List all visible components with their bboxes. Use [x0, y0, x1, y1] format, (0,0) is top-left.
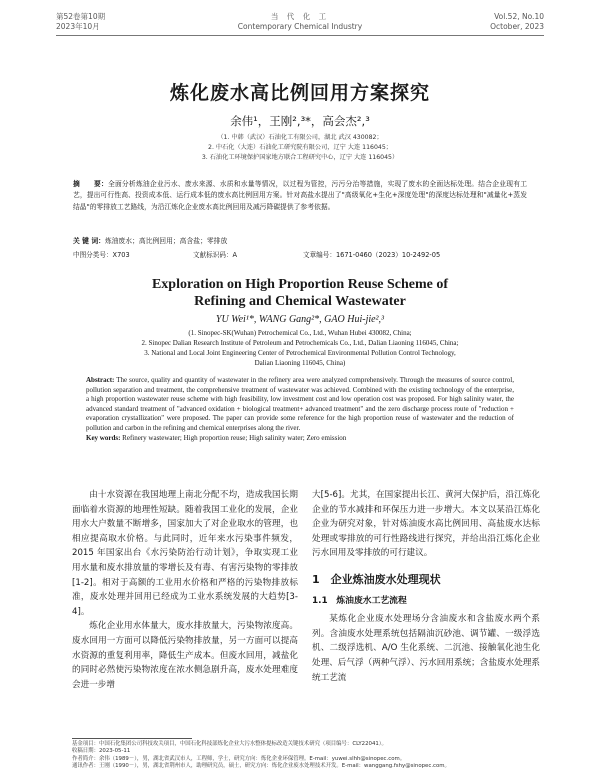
footnote-received: 收稿日期：2023-05-11 — [72, 748, 131, 755]
body-column-right — [312, 488, 540, 685]
footnote — [72, 741, 540, 771]
footnote-corresponding: 通讯作者：王刚（1990－），男，湖北省荆州市人，助理研究员，硕士，研究方向：炼化企业废水处理技术开发。E-mail：wanggang.fshy@sinopec.com。 — [72, 763, 450, 770]
header-volume-en: Vol.52, No.10 October, 2023 — [490, 12, 544, 31]
abstract-cn — [73, 179, 527, 213]
section-heading-1: 1 企业炼油废水处理现状 — [312, 572, 441, 586]
footnote-rule — [72, 738, 192, 739]
keywords-en-label: Key words: — [86, 434, 121, 442]
abstract-en-text: The source, quality and quantity of wastewater in the refinery area were analyzed comprehensively. Through the measures of source control, pollution separation and treatment, the comprehensive treatment of wastewater was achieved. Combined with the existing technology of the enterprise, a high proportion wastewater reuse scheme with high feasibility, low investment cost and low operation cost was proposed. For high salinity water, the advanced standard treatment of "advanced oxidation + biological treatment+ advanced treatment" and the zero discharge process route of "reduction + evaporation crystallization" were proposed. The paper can provide some reference for the high proportion reuse of wastewater and the reduction of pollution and carbon in the refining and chemical enterprises along the river. — [86, 376, 514, 432]
affiliation-en-3: 3. National and Local Joint Engineering Center of Petrochemical Environmental Pollution Control Technology, — [144, 349, 456, 357]
abstract-cn-label: 摘 要： — [73, 180, 108, 188]
authors-cn: 余伟¹，王刚²,³*，高会杰²,³ — [230, 114, 370, 128]
paper-title-en: Exploration on High Proportion Reuse Scheme of Refining and Chemical Wastewater — [151, 277, 449, 309]
running-header — [56, 12, 544, 34]
keywords-en-text: Refinery wastewater; High proportion reuse; High salinity water; Zero emission — [120, 434, 347, 442]
classification-cn — [73, 249, 527, 259]
authors-en: YU Wei¹*, WANG Gang²*, GAO Hui-jie²,³ — [215, 314, 385, 325]
abstract-en-label: Abstract: — [86, 376, 115, 384]
affiliation-cn-3: 3. 石油化工环境保护国家地方联合工程研究中心，辽宁 大连 116045） — [201, 154, 399, 161]
body-paragraph: 由十水资源在我国地理上南北分配不均，造成我国长期面临着水资源的地理性短缺。随着我国工业化的发展，企业用水大户数量不断增多，国家加大了对企业取水的管理，也相应提高取水价格。与此同时，近年来水污染事件频发，2015 年国家出台《水污染防治行动计划》，争取实现工业用水量和废水排放量的零增长及有毒、有害污染物的零排放[1-2]。相对于高额的工业用水价格和严格的污染物排放标准，废水处理并回用已经成为工业水系统发展的大趋势[3-4]。 — [72, 490, 298, 617]
body-column-left — [72, 488, 298, 692]
affiliations-cn — [0, 133, 600, 163]
affiliations-en — [0, 328, 600, 368]
abstract-en — [86, 376, 514, 434]
header-volume: 第52卷第10期 2023年10月 — [56, 12, 106, 31]
clc-number: 中图分类号：X703 — [73, 251, 130, 259]
paper-title-cn: 炼化废水高比例回用方案探究 — [169, 82, 430, 104]
keywords-cn — [73, 235, 527, 245]
abstract-cn-text: 全面分析炼油企业污水、废水来源、水质和水量等情况，以过程为管控，污污分治等措施，实现了废水的全面达标处理。结合企业现有工艺，提出可行性高、投资成本低、运行成本低的废水高比例回用方案。针对高盐水提出了"高级氧化+生化+深度处理"的深度达标处理和"减量化+蒸发结晶"的零排放工艺路线，为沿江炼化企业废水高比例回用及减污降碳提供了参考依据。 — [73, 180, 528, 211]
keywords-cn-text: 炼油废水；高比例回用；高含盐；零排放 — [104, 237, 228, 245]
article-number: 文章编号：1671-0460（2023）10-2492-05 — [303, 251, 441, 259]
footnote-author: 作者简介：余伟（1989－），男，湖北省武汉市人，工程师，学士，研究方向：炼化企业环保管理。E-mail：yuwei.slhh@sinopec.com。 — [72, 755, 406, 762]
affiliation-en-2: 2. Sinopec Dalian Research Institute of Petroleum and Petrochemicals Co., Ltd., Dalian Liaoning 116045, China; — [141, 339, 459, 347]
header-rule — [56, 35, 544, 36]
keywords-en — [86, 434, 514, 442]
footnote-funding: 基金项目：中国石化集团公司科技攻关项目，中国石化科技部炼化企业大污水整体提标改造关键技术研究（项目编号：CLY22041）。 — [72, 741, 387, 747]
affiliation-en-1: (1. Sinopec-SK(Wuhan) Petrochemical Co., Ltd., Wuhan Hubei 430082, China; — [188, 329, 412, 337]
body-paragraph: 炼化企业用水体量大，废水排放量大，污染物浓度高。废水回用一方面可以降低污染物排放量，另一方面可以提高水资源的重复利用率，降低生产成本。但废水回用，减盐化的同时必然使污染物浓度在浓水侧急剧升高，废水处理难度会进一步增 — [72, 621, 298, 690]
affiliation-en-4: Dalian Liaoning 116045, China) — [254, 359, 346, 367]
affiliation-cn-1: （1. 中韩（武汉）石油化工有限公司，湖北 武汉 430082； — [217, 134, 383, 141]
section-heading-1-1: 1.1 炼油废水工艺流程 — [312, 595, 407, 606]
body-paragraph: 大[5-6]。尤其，在国家提出长江、黄河大保护后，沿江炼化企业的节水减排和环保压力进一步增大。本文以某沿江炼化企业为研究对象，针对炼油废水高比例回用、高盐废水达标处理或零排放的可行性路线进行探究，并给出沿江炼化企业污水回用及零排放的可行建议。 — [312, 490, 540, 559]
doc-code: 文献标识码：A — [193, 251, 238, 259]
header-journal: 当 代 化 工 Contemporary Chemical Industry — [237, 12, 363, 31]
keywords-cn-label: 关 键 词： — [73, 237, 105, 245]
affiliation-cn-2: 2. 中石化（大连）石油化工研究院有限公司，辽宁 大连 116045； — [208, 144, 392, 151]
body-paragraph: 某炼化企业废水处理场分含油废水和含盐废水两个系列。含油废水处理系统包括隔油沉砂池、调节罐、一级浮选机、二级浮选机、A/O 生化系统、二沉池、接触氧化池生化处理、后气浮（两种气浮）、污水回用系统；含盐废水处理系统工艺流 — [312, 614, 540, 683]
